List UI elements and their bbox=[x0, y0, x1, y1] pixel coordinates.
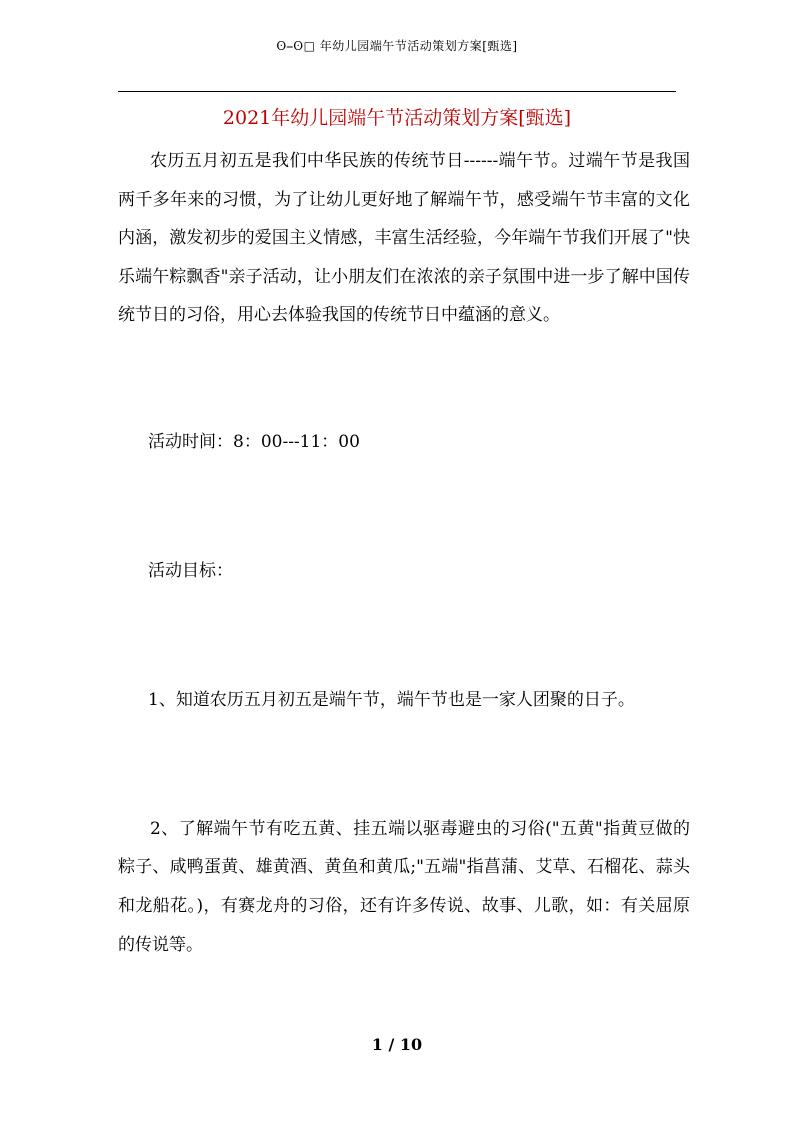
spacer bbox=[118, 590, 690, 681]
activity-time: 活动时间：8：00---11：00 bbox=[148, 431, 360, 452]
spacer bbox=[118, 720, 690, 810]
activity-goals-label: 活动目标： bbox=[148, 560, 233, 581]
page-number: 1 / 10 bbox=[371, 1035, 423, 1054]
intro-paragraph: 农历五月初五是我们中华民族的传统节日------端午节。过端午节是我国两千多年来的习惯，为了让幼儿更好地了解端午节，感受端午节丰富的文化内涵，激发初步的爱国主义情感，丰富生活经验，今年端午节我们开展了"快乐端午粽飘香"亲子活动，让小朋友们在浓浓的亲子氛围中进一步了解中国传统节日的习俗，用心去体验我国的传统节日中蕴涵的意义。 bbox=[118, 151, 690, 326]
goal-item-2: 2、了解端午节有吃五黄、挂五端以驱毒避虫的习俗("五黄"指黄豆做的粽子、咸鸭蛋黄、雄黄酒、黄鱼和黄瓜;"五端"指菖蒲、艾草、石榴花、蒜头和龙船花。)，有赛龙舟的习俗，还有许多传说、故事、儿歌，如：有关屈原的传说等。 bbox=[118, 818, 690, 955]
header-divider bbox=[118, 91, 676, 92]
goal-item-1: 1、知道农历五月初五是端午节，端午节也是一家人团聚的日子。 bbox=[148, 690, 635, 711]
spacer bbox=[118, 462, 690, 552]
document-body bbox=[118, 142, 690, 964]
page-header: ʘ⎯ʘ□ 年幼儿园端午节活动策划方案[甄选] bbox=[276, 39, 518, 53]
spacer bbox=[118, 335, 690, 423]
document-title: 2021年幼儿园端午节活动策划方案[甄选] bbox=[222, 107, 572, 129]
